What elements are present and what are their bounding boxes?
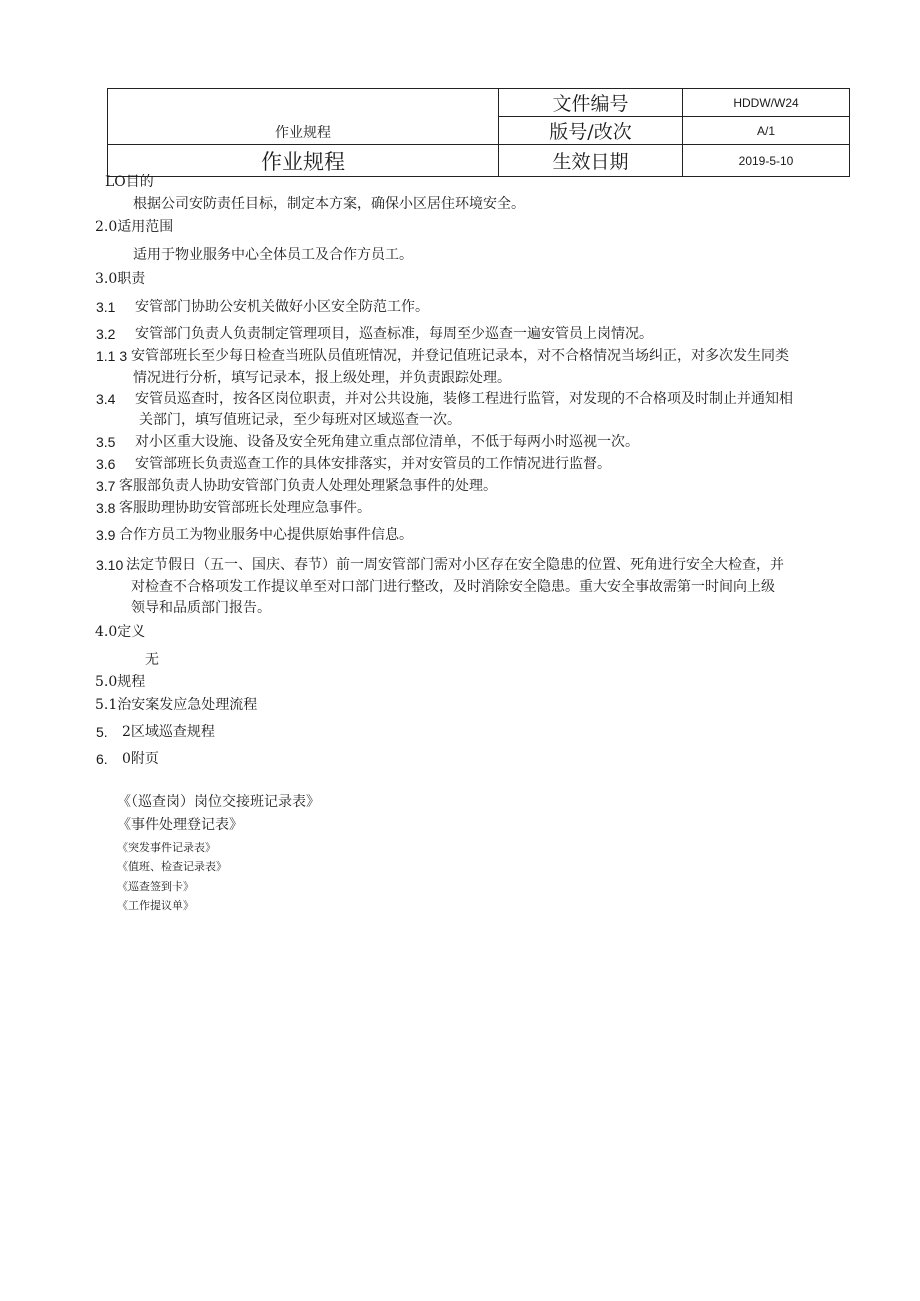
item-3-1-text: 安管部门协助公安机关做好小区安全防范工作。: [135, 299, 429, 315]
item-3-1-number: 3.1: [96, 299, 116, 315]
item-3-7-number: 3.7: [96, 478, 116, 494]
section-3-heading: 3.0职责: [95, 271, 146, 287]
section-1-body: 根据公司安防责任目标，制定本方案，确保小区居住环境安全。: [133, 196, 525, 212]
attachment-item: 《突发事件记录表》: [117, 841, 216, 854]
section-6-number: 6.: [96, 751, 108, 767]
item-3-2-text: 安管部门负责人负责制定管理项目，巡查标准，每周至少巡查一遍安管员上岗情况。: [135, 326, 653, 342]
item-3-3-number: 1.1 3: [96, 348, 128, 364]
section-5-heading: 5.0规程: [95, 674, 146, 690]
item-3-10-number: 3.10: [96, 557, 124, 573]
section-2-body: 适用于物业服务中心全体员工及合作方员工。: [133, 247, 413, 263]
document-header-table: [107, 88, 850, 177]
item-3-5-text: 对小区重大设施、设备及安全死角建立重点部位清单，不低于每两小时巡视一次。: [135, 434, 639, 450]
section-2-heading: 2.0适用范围: [95, 219, 174, 235]
effective-date-value: 2019-5-10: [683, 145, 850, 177]
item-5-2-number: 5.: [96, 724, 108, 740]
attachment-item: 《巡查签到卡》: [117, 880, 194, 893]
attachment-item: 《值班、检查记录表》: [117, 860, 227, 873]
item-3-10-line-2: 对检查不合格项发工作提议单至对口部门进行整改，及时消除安全隐患。重大安全事故需第一时间向上级: [131, 579, 775, 595]
attachment-item: 《（巡查岗）岗位交接班记录表》: [117, 794, 320, 810]
version-label: 版号/改次: [499, 117, 683, 145]
item-3-6-number: 3.6: [96, 456, 116, 472]
item-3-5-number: 3.5: [96, 434, 116, 450]
section-6-text: 0附页: [122, 751, 159, 767]
header-title-small: 作业规程: [108, 89, 499, 145]
item-3-8-text: 客服助理协助安管部班长处理应急事件。: [119, 500, 371, 516]
item-3-2-number: 3.2: [96, 326, 116, 342]
item-5-2-text: 2区域巡查规程: [122, 724, 215, 740]
header-title-big: 作业规程: [108, 145, 499, 177]
item-3-8-number: 3.8: [96, 500, 116, 516]
item-3-6-text: 安管部班长负责巡查工作的具体安排落实，并对安管员的工作情况进行监督。: [135, 456, 611, 472]
section-4-heading: 4.0定义: [95, 624, 146, 640]
section-4-body: 无: [145, 652, 159, 668]
item-3-4-number: 3.4: [96, 391, 116, 407]
section-1-heading: LO目的: [105, 174, 154, 190]
item-3-7-text: 客服部负责人协助安管部门负责人处理处理紧急事件的处理。: [119, 478, 497, 494]
attachment-item: 《事件处理登记表》: [117, 817, 243, 833]
item-3-4-line-1: 安管员巡查时，按各区岗位职责，并对公共设施，装修工程进行监管，对发现的不合格项及时制止并通知相: [135, 391, 793, 407]
item-3-3-line-1: 安管部班长至少每日检查当班队员值班情况，并登记值班记录本，对不合格情况当场纠正，对多次发生同类: [131, 348, 789, 364]
doc-number-label: 文件编号: [499, 89, 683, 117]
item-3-9-text: 合作方员工为物业服务中心提供原始事件信息。: [119, 527, 413, 543]
attachment-item: 《工作提议单》: [117, 899, 194, 912]
item-3-9-number: 3.9: [96, 527, 116, 543]
effective-date-label: 生效日期: [499, 145, 683, 177]
version-value: A/1: [683, 117, 850, 145]
item-5-1: 5.1治安案发应急处理流程: [95, 697, 258, 713]
item-3-10-line-3: 领导和品质部门报告。: [131, 600, 271, 616]
doc-number-value: HDDW/W24: [683, 89, 850, 117]
item-3-3-line-2: 情况进行分析，填写记录本，报上级处理，并负责跟踪处理。: [133, 370, 511, 386]
item-3-10-line-1: 法定节假日（五一、国庆、春节）前一周安管部门需对小区存在安全隐患的位置、死角进行安全大检查，并: [126, 557, 784, 573]
item-3-4-line-2: 关部门，填写值班记录，至少每班对区域巡查一次。: [139, 412, 461, 428]
